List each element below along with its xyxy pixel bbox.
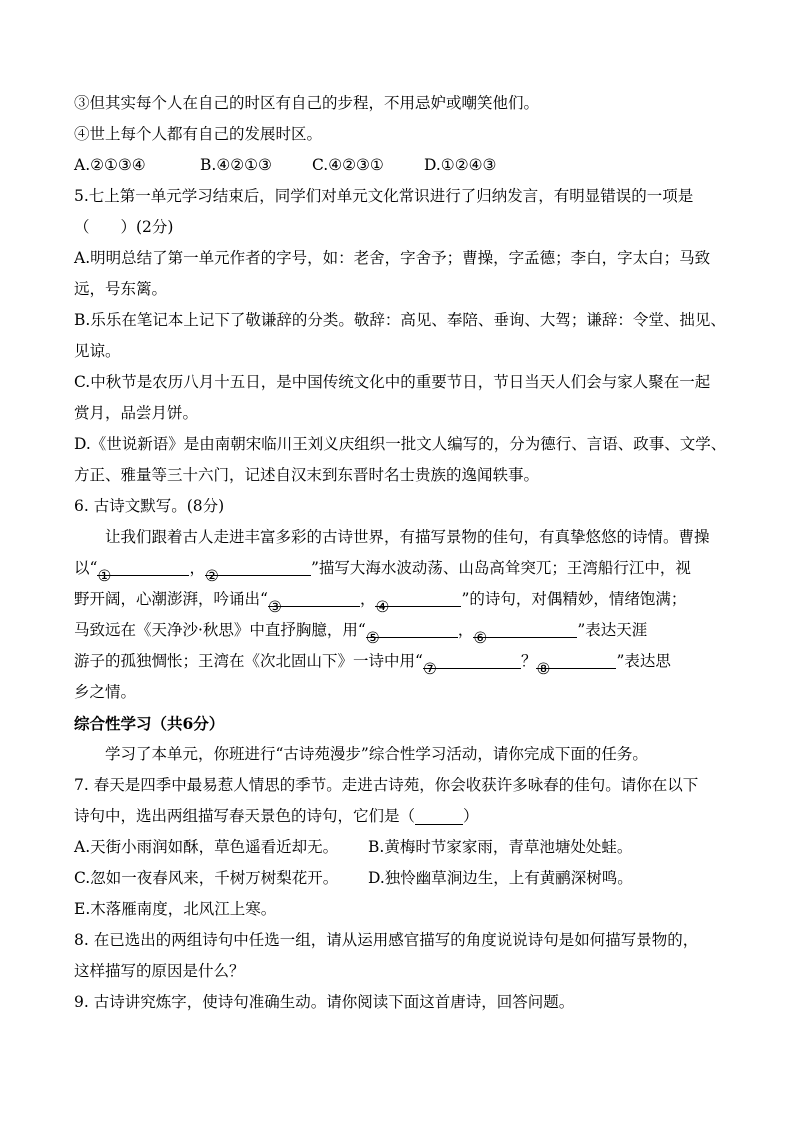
text: ”描写大海水波动荡、山岛高耸突兀；王湾船行江中，视 <box>310 559 691 577</box>
text: ， <box>457 621 474 639</box>
q7-options-cd <box>74 863 724 894</box>
q5-stem: 5.七上第一单元学习结束后，同学们对单元文化常识进行了归纳发言，有明显错误的一项是 <box>74 187 694 205</box>
text: ， <box>189 559 205 577</box>
blank-number: ④ <box>375 598 390 616</box>
q7-option-d: D.独怜幽草涧边生，上有黄鹂深树鸣。 <box>368 869 633 887</box>
q6-title: 6. 古诗文默写。(8分) <box>74 497 225 515</box>
q5-option-c-cont: 赏月，品尝月饼。 <box>74 404 199 422</box>
q7-option-c: C.忽如一夜春风来，千树万树梨花开。 <box>74 869 339 887</box>
q6-line-6: 乡之情。 <box>74 683 137 701</box>
blank-number: ② <box>204 567 219 585</box>
q7-stem-cont <box>74 801 724 832</box>
q5-score: （ ）(2分) <box>74 218 174 236</box>
q5-option-b-cont: 见谅。 <box>74 342 121 360</box>
q6-line-2 <box>74 553 724 584</box>
document-page <box>74 88 727 1018</box>
q5-option-a-cont: 远，号东篱。 <box>74 280 168 298</box>
blank-5[interactable] <box>365 619 458 647</box>
q7-stem: 7. 春天是四季中最易惹人情思的季节。走进古诗苑，你会收获许多咏春的佳句。请你在以下 <box>74 776 699 794</box>
q6-paragraph: 让我们跟着古人走进丰富多彩的古诗世界，有描写景物的佳句，有真挚悠悠的诗情。曹操 <box>105 528 710 546</box>
answer-blank[interactable] <box>415 806 463 825</box>
text: ”表达思 <box>616 652 671 670</box>
text: ？ <box>520 652 537 670</box>
q5-option-b: B.乐乐在笔记本上记下了敬谦辞的分类。敬辞：高见、奉陪、垂询、大驾；谦辞：令堂、拙见、 <box>74 311 726 329</box>
q8-stem-cont: 这样描写的原因是什么？ <box>74 962 245 980</box>
option-a: A.②①③④ <box>74 156 146 174</box>
q4-options <box>74 150 724 181</box>
blank-number: ⑦ <box>422 660 437 678</box>
text: ， <box>359 590 376 608</box>
q8-stem: 8. 在已选出的两组诗句中任选一组，请从运用感官描写的角度说说诗句是如何描写景物的， <box>74 931 699 949</box>
text-line: ③但其实每个人在自己的时区有自己的步程，不用忌妒或嘲笑他们。 <box>74 94 540 112</box>
q6-line-5 <box>74 646 724 677</box>
blank-number: ③ <box>267 598 282 616</box>
option-d: D.①②④③ <box>424 156 497 174</box>
q7-option-a: A.天街小雨润如酥，草色遥看近却无。 <box>74 838 339 856</box>
q6-line-3 <box>74 584 724 615</box>
blank-6[interactable] <box>473 619 577 647</box>
text: 马致远在《天净沙·秋思》中直抒胸臆，用“ <box>74 621 366 639</box>
blank-number: ⑧ <box>536 660 551 678</box>
option-c: C.④②③① <box>312 156 384 174</box>
q9-stem: 9. 古诗讲究炼字，使诗句准确生动。请你阅读下面这首唐诗，回答问题。 <box>74 993 575 1011</box>
blank-1[interactable] <box>97 557 189 585</box>
text: ”表达天涯 <box>577 621 648 639</box>
blank-7[interactable] <box>422 650 521 678</box>
blank-2[interactable] <box>204 557 311 585</box>
q7-option-e: E.木落雁南度，北风江上寒。 <box>74 900 277 918</box>
blank-8[interactable] <box>536 650 616 678</box>
q5-option-d-cont: 方正、雅量等三十六门，记述自汉末到东晋时名士贵族的逸闻轶事。 <box>74 466 540 484</box>
q7-options-ab <box>74 832 724 863</box>
option-b: B.④②①③ <box>200 156 272 174</box>
q5-option-a: A.明明总结了第一单元作者的字号，如：老舍，字舍予；曹操，字孟德；李白，字太白；马致 <box>74 249 711 267</box>
blank-number: ⑥ <box>473 629 488 647</box>
q5-option-d: D.《世说新语》是由南朝宋临川王刘义庆组织一批文人编写的，分为德行、言语、政事、文学、 <box>74 435 727 453</box>
text: 诗句中，选出两组描写春天景色的诗句，它们是（ <box>74 807 416 825</box>
blank-number: ⑤ <box>365 629 380 647</box>
text: 以“ <box>74 559 98 577</box>
blank-number: ① <box>97 567 112 585</box>
section-title: 综合性学习（共6分） <box>74 714 225 733</box>
section-intro: 学习了本单元，你班进行“古诗苑漫步”综合性学习活动，请你完成下面的任务。 <box>105 745 648 763</box>
text: 野开阔，心潮澎湃，吟诵出“ <box>74 590 268 608</box>
blank-3[interactable] <box>267 588 360 616</box>
text: ） <box>463 807 479 825</box>
q7-option-b: B.黄梅时节家家雨，青草池塘处处蛙。 <box>368 838 633 856</box>
text: ”的诗句，对偶精妙，情绪饱满； <box>461 590 687 608</box>
text-line: ④世上每个人都有自己的发展时区。 <box>74 125 323 143</box>
q5-option-c: C.中秋节是农历八月十五日，是中国传统文化中的重要节日，节日当天人们会与家人聚在一起 <box>74 373 711 391</box>
q6-line-4 <box>74 615 724 646</box>
text: 游子的孤独惆怅；王湾在《次北固山下》一诗中用“ <box>74 652 423 670</box>
blank-4[interactable] <box>375 588 461 616</box>
